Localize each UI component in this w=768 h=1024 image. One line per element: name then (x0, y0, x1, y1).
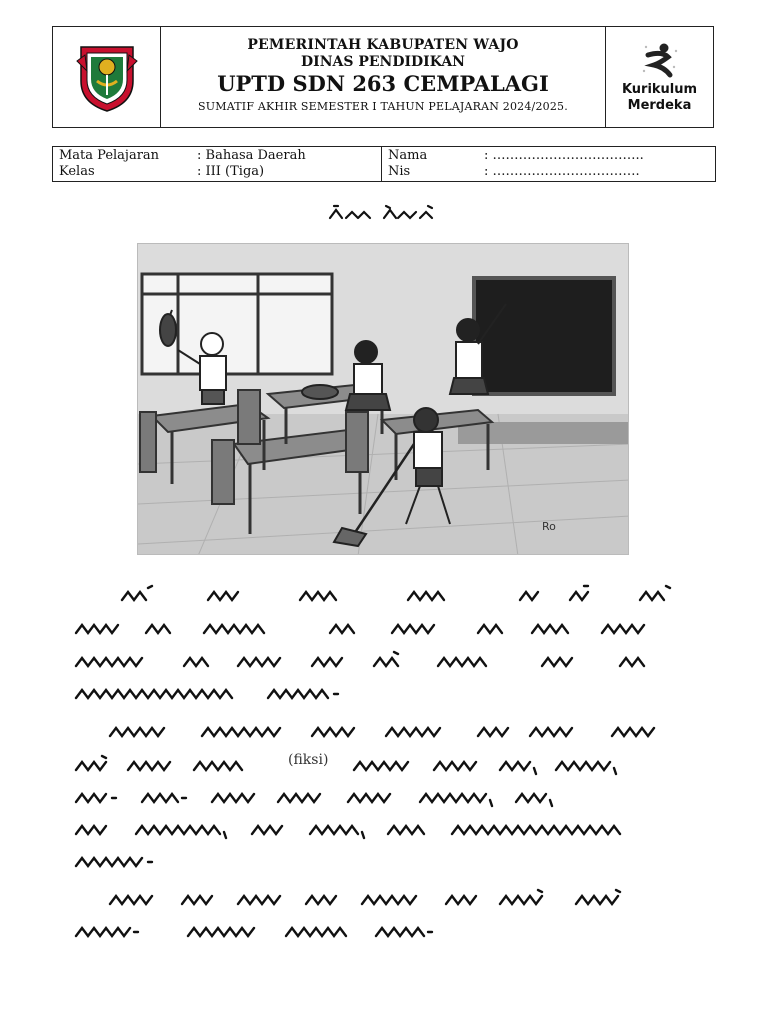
department-name: DINAS PENDIDIKAN (301, 54, 465, 70)
classroom-illustration (137, 243, 629, 555)
lontara-line-9 (72, 848, 232, 872)
lontara-line-4 (72, 680, 372, 704)
letterhead (52, 26, 714, 128)
exam-title: SUMATIF AKHIR SEMESTER I TAHUN PELAJARAN 2024/2025. (198, 100, 568, 113)
identity-column (382, 147, 715, 181)
government-name: PEMERINTAH KABUPATEN WAJO (247, 37, 519, 53)
lontara-line-1 (118, 582, 716, 606)
lontara-line-2 (72, 615, 716, 639)
kurikulum-merdeka-logo (605, 27, 713, 127)
school-name: UPTD SDN 263 CEMPALAGI (217, 71, 549, 96)
fiksi-word: (fiksi) (288, 752, 329, 768)
name-field[interactable]: : …………………………….. (484, 148, 644, 163)
lontara-line-5 (106, 718, 716, 742)
lontara-line-10 (106, 886, 716, 910)
lontara-line-8 (72, 816, 716, 840)
lontara-title (328, 202, 440, 224)
lontara-line-6a (72, 752, 282, 776)
student-info-table (52, 146, 716, 182)
kurikulum-merdeka-icon (640, 41, 680, 81)
wajo-emblem-icon (75, 41, 139, 113)
lontara-line-7 (72, 784, 716, 808)
class-value: : III (Tiga) (197, 164, 265, 179)
merdeka-word: Merdeka (627, 98, 692, 113)
kurikulum-word: Kurikulum (621, 82, 698, 97)
classroom-scene-image (138, 244, 629, 555)
svg-text:Ro: Ro (542, 520, 556, 533)
regency-logo (53, 27, 161, 127)
subject-label: Mata Pelajaran (59, 148, 160, 163)
class-label: Kelas (59, 164, 95, 179)
subject-value: : Bahasa Daerah (197, 148, 306, 163)
lontara-line-11 (72, 918, 512, 942)
lontara-line-6b (350, 752, 716, 776)
nis-field[interactable]: : ……………………………. (484, 164, 640, 179)
lontara-line-3 (72, 648, 692, 672)
name-label: Nama (388, 148, 428, 163)
nis-label: Nis (388, 164, 411, 179)
letterhead-text (161, 27, 605, 127)
subject-column (53, 147, 382, 181)
